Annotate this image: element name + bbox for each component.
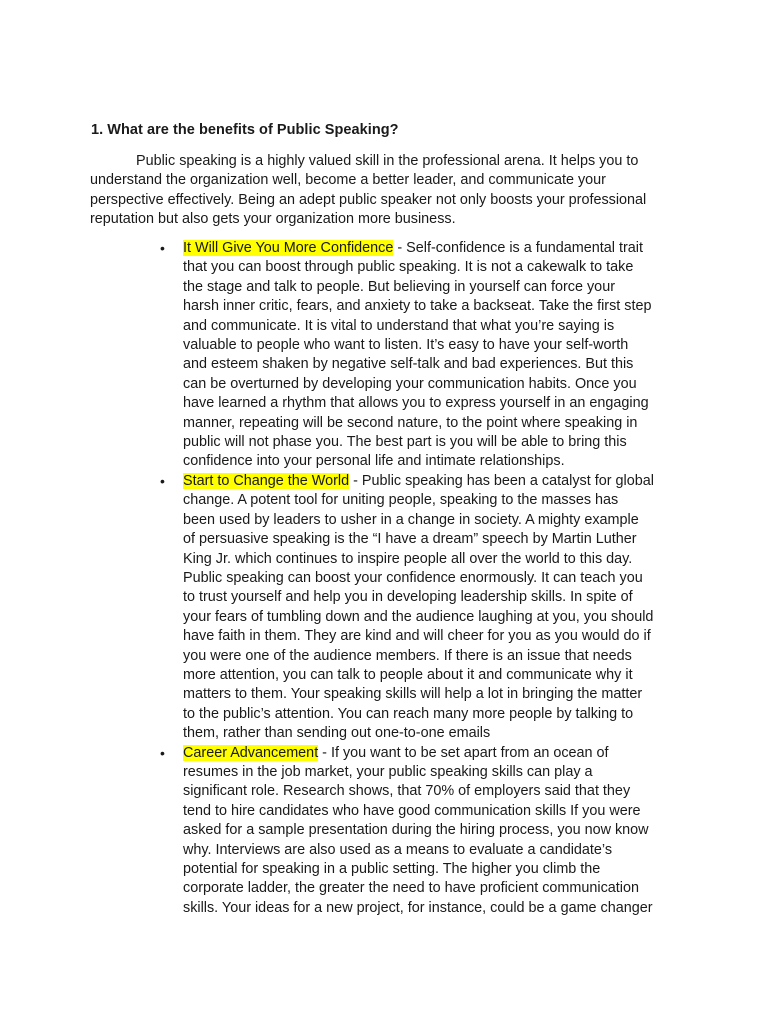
bullet-first-line [183, 239, 654, 258]
highlighted-title: Career Advancement [183, 744, 319, 761]
intro-line: perspective effectively. Being an adept public speaker not only boosts your professional [90, 191, 647, 208]
benefit-item-confidence [160, 239, 654, 472]
bullet-line: skills. Your ideas for a new project, for instance, could be a game changer [183, 899, 653, 916]
bullet-dot-icon: • [160, 240, 165, 256]
bullet-line: them, rather than sending out one-to-one emails [183, 725, 491, 742]
bullet-line: significant role. Research shows, that 70% of employers said that they [183, 783, 631, 800]
intro-line: Public speaking is a highly valued skill in the professional arena. It helps you to [136, 153, 639, 169]
bullet-line: valuable to people who want to listen. It’s easy to have your self-worth [183, 337, 629, 354]
bullet-line: corporate ladder, the greater the need to have proficient communication [183, 880, 639, 897]
bullet-line: King Jr. which continues to inspire people all over the world to this day. [183, 550, 633, 567]
bullet-line: confidence into your personal life and intimate relationships. [183, 453, 565, 470]
bullet-line: you were one of the audience members. If there is an issue that needs [183, 647, 632, 664]
bullet-line: been used by leaders to usher in a change in society. A mighty example [183, 511, 639, 528]
section-heading: 1. What are the benefits of Public Speaking? [91, 122, 399, 138]
benefit-item-career [160, 744, 654, 919]
bullet-text: - Public speaking has been a catalyst for global [349, 472, 654, 489]
highlighted-title: Start to Change the World [183, 472, 350, 489]
benefits-list [160, 239, 654, 918]
intro-line: understand the organization well, become a better leader, and communicate your [90, 172, 606, 189]
benefit-item-change-world [160, 472, 654, 744]
bullet-line: and communicate. It is vital to understand that what you’re saying is [183, 317, 615, 334]
bullet-line: to the public’s attention. You can reach many more people by talking to [183, 705, 634, 722]
bullet-line: manner, repeating will be second nature, to the point where speaking in [183, 414, 638, 431]
bullet-line: harsh inner critic, fears, and anxiety to take a backseat. Take the first step [183, 298, 652, 315]
bullet-line: more attention, you can talk to people about it and communicate why it [183, 666, 633, 683]
bullet-line: public will not phase you. The best part is you will be able to bring this [183, 434, 627, 451]
intro-line: reputation but also gets your organization more business. [90, 211, 456, 228]
bullet-text: - Self-confidence is a fundamental trait [393, 240, 643, 256]
bullet-line: why. Interviews are also used as a means to evaluate a candidate’s [183, 841, 613, 858]
bullet-first-line [183, 472, 654, 491]
intro-paragraph [90, 152, 690, 230]
bullet-line: to trust yourself and help you in developing leadership skills. In spite of [183, 589, 633, 606]
bullet-line: of persuasive speaking is the “I have a dream” speech by Martin Luther [183, 531, 637, 548]
bullet-line: your fears of tumbling down and the audience laughing at you, you should [183, 608, 654, 625]
bullet-dot-icon: • [160, 744, 165, 761]
bullet-line: change. A potent tool for uniting people, speaking to the masses has [183, 492, 619, 509]
bullet-line: asked for a sample presentation during the hiring process, you now know [183, 822, 649, 839]
bullet-first-line [183, 744, 654, 763]
bullet-line: have faith in them. They are kind and will cheer for you as you would do if [183, 628, 651, 645]
bullet-line: have learned a rhythm that allows you to express yourself in an engaging [183, 395, 649, 412]
bullet-text: - If you want to be set apart from an ocean of [318, 744, 609, 761]
bullet-line: and esteem shaken by negative self-talk and bad experiences. But this [183, 356, 634, 373]
bullet-line: tend to hire candidates who have good communication skills If you were [183, 802, 641, 819]
bullet-dot-icon: • [160, 472, 165, 489]
bullet-line: resumes in the job market, your public speaking skills can play a [183, 763, 593, 780]
bullet-line: that you can boost through public speaking. It is not a cakewalk to take [183, 259, 634, 276]
bullet-line: the stage and talk to people. But believing in yourself can force your [183, 278, 615, 295]
bullet-line: potential for speaking in a public setting. The higher you climb the [183, 861, 601, 877]
highlighted-title: It Will Give You More Confidence [183, 240, 394, 256]
bullet-line: Public speaking can boost your confidence enormously. It can teach you [183, 569, 643, 586]
bullet-line: matters to them. Your speaking skills will help a lot in bringing the matter [183, 686, 643, 703]
bullet-line: can be overturned by developing your communication habits. Once you [183, 375, 637, 392]
